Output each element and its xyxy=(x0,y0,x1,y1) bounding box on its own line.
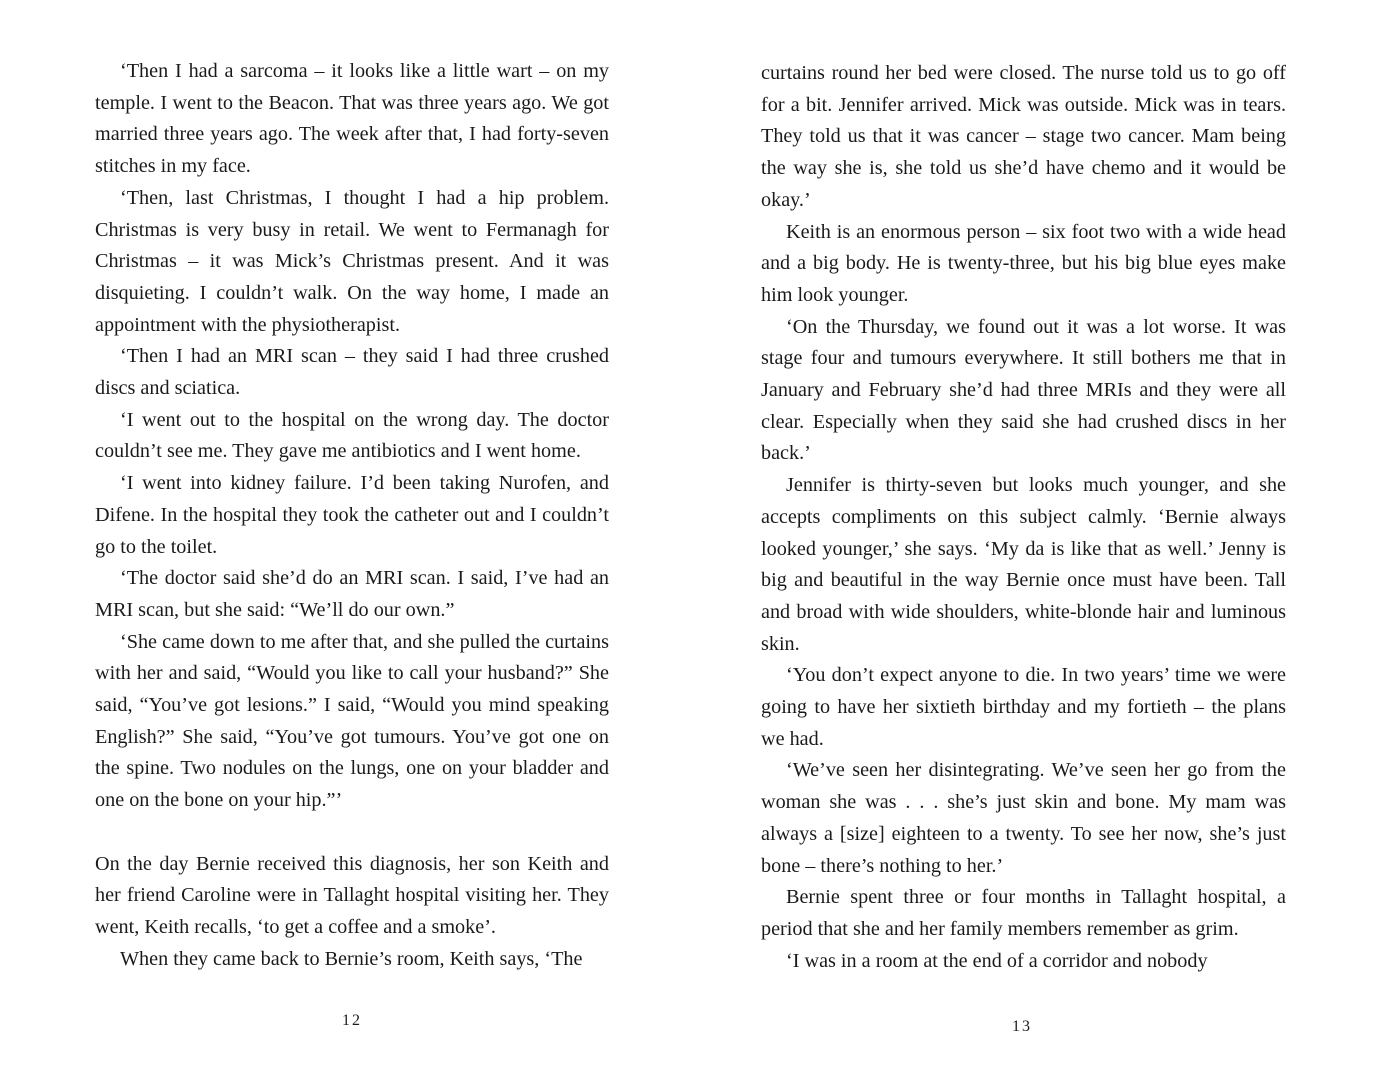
paragraph: Bernie spent three or four months in Tallaght hospital, a period that she and her family members remember as grim. xyxy=(761,886,1286,940)
paragraph: ‘Then, last Christmas, I thought I had a hip problem. Christmas is very busy in retail. We went to Fermanagh for Christmas – it was Mick’s Christmas present. And it was disquieting. I couldn’t walk. On the way home, I made an appointment with the physiotherapist. xyxy=(95,186,609,336)
paragraph: ‘On the Thursday, we found out it was a lot worse. It was stage four and tumours everywhere. It still bothers me that in January and February she’d had three MRIs and they were all clear. Especially when they said she had crushed discs in her back.’ xyxy=(761,315,1286,465)
paragraph: ‘Then I had a sarcoma – it looks like a little wart – on my temple. I went to the Beacon. That was three years ago. We got married three years ago. The week after that, I had forty-seven stitches in my face. xyxy=(95,60,609,178)
paragraph: ‘She came down to me after that, and she pulled the curtains with her and said, “Would you like to call your husband?” She said, “You’ve got lesions.” I said, “Would you mind speaking English?” She said, “You’ve got tumours. You’ve got one on the spine. Two nodules on the lungs, one on your bladder and one on the bone on your hip.”’ xyxy=(95,630,609,812)
paragraph: Keith is an enormous person – six foot two with a wide head and a big body. He is twenty-three, but his big blue eyes make him look younger. xyxy=(761,220,1286,306)
paragraph: ‘You don’t expect anyone to die. In two years’ time we were going to have her sixtieth birthday and my fortieth – the plans we had. xyxy=(761,664,1286,750)
left-page xyxy=(95,56,609,975)
paragraph: ‘We’ve seen her disintegrating. We’ve seen her go from the woman she was . . . she’s just skin and bone. My mam was always a [size] eighteen to a twenty. To see her now, she’s just bone – there’s nothing to her.’ xyxy=(761,759,1286,877)
paragraph: When they came back to Bernie’s room, Keith says, ‘The xyxy=(120,947,583,970)
paragraph: On the day Bernie received this diagnosis, her son Keith and her friend Caroline were in Tallaght hospital visiting her. They went, Keith recalls, ‘to get a coffee and a smoke’. xyxy=(95,852,609,938)
page-number-left: 12 xyxy=(342,1012,362,1029)
paragraph: ‘I was in a room at the end of a corridor and nobody xyxy=(786,949,1208,972)
paragraph: ‘The doctor said she’d do an MRI scan. I said, I’ve had an MRI scan, but she said: “We’ll do our own.” xyxy=(95,567,609,621)
page-number-right: 13 xyxy=(1012,1018,1032,1035)
paragraph: curtains round her bed were closed. The nurse told us to go off for a bit. Jennifer arrived. Mick was outside. Mick was in tears. They told us that it was cancer – stage two cancer. Mam being the way she is, she told us she’d have chemo and it would be okay.’ xyxy=(761,62,1286,211)
right-page xyxy=(761,58,1286,977)
paragraph: ‘I went out to the hospital on the wrong day. The doctor couldn’t see me. They gave me antibiotics and I went home. xyxy=(95,408,609,463)
paragraph: Jennifer is thirty-seven but looks much younger, and she accepts compliments on this subject calmly. ‘Bernie always looked younger,’ she says. ‘My da is like that as well.’ Jenny is big and beautiful in the way Bernie once must have been. Tall and broad with wide shoulders, white-blonde hair and luminous skin. xyxy=(761,474,1286,655)
paragraph: ‘I went into kidney failure. I’d been taking Nurofen, and Difene. In the hospital they took the catheter out and I couldn’t go to the toilet. xyxy=(95,472,609,558)
paragraph: ‘Then I had an MRI scan – they said I had three crushed discs and sciatica. xyxy=(95,345,609,400)
